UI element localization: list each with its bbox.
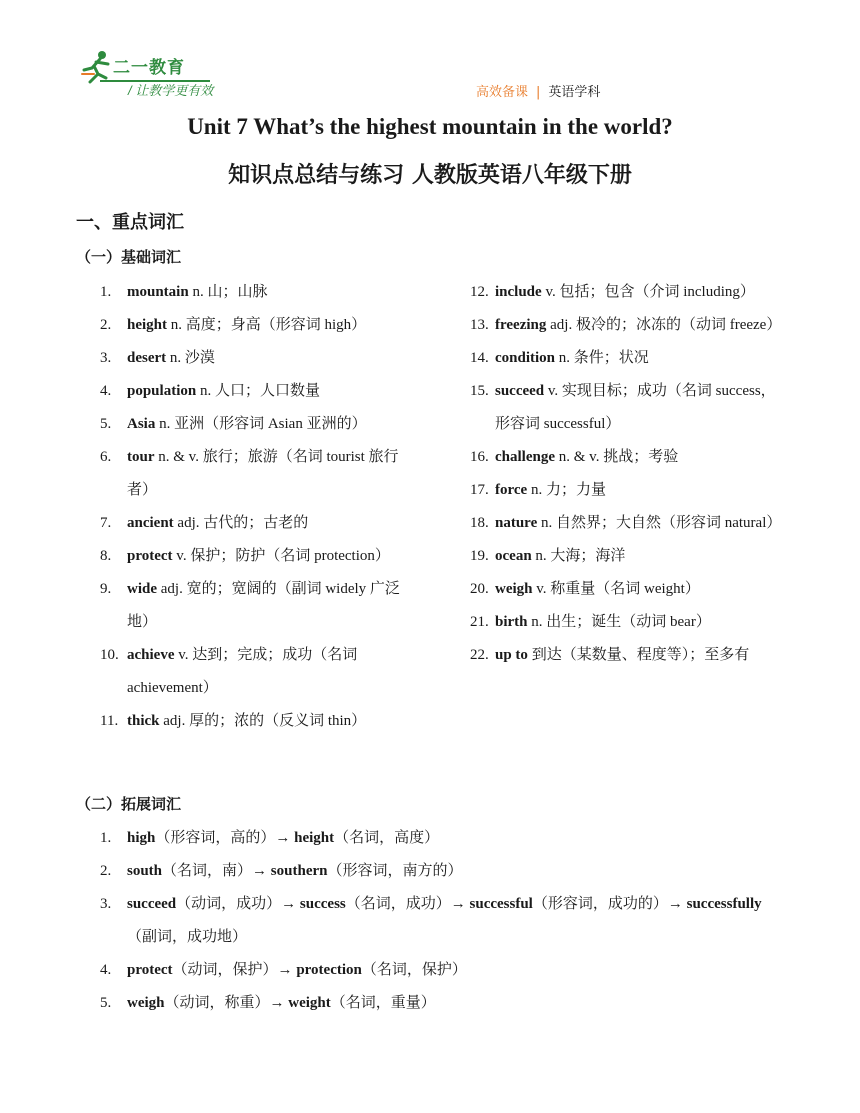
item-number: 3. bbox=[100, 896, 112, 912]
vocab-item bbox=[470, 342, 790, 375]
word-note: （动词，成功）→ bbox=[176, 896, 300, 912]
vocab-item bbox=[100, 408, 420, 441]
item-number: 7. bbox=[100, 515, 112, 531]
item-number: 5. bbox=[100, 995, 112, 1011]
vocab-word: south bbox=[127, 863, 163, 879]
vocab-definition: n. 亚洲（形容词 Asian 亚洲的） bbox=[155, 416, 367, 432]
vocab-definition: adj. 古代的；古老的 bbox=[173, 515, 309, 531]
vocab-word: weigh bbox=[495, 581, 533, 597]
vocab-word: nature bbox=[495, 515, 538, 531]
word-note: （名词，南）→ bbox=[162, 863, 271, 879]
vocab-word: succeed bbox=[495, 383, 545, 399]
vocab-item bbox=[100, 540, 420, 573]
vocab-definition: n. 沙漠 bbox=[166, 350, 215, 366]
vocab-item bbox=[100, 507, 420, 540]
vocab-item bbox=[470, 507, 790, 540]
vocab-word: high bbox=[127, 830, 156, 846]
word-note: （副词，成功地） bbox=[127, 929, 248, 945]
vocab-word: protect bbox=[127, 962, 173, 978]
extended-vocab-item bbox=[100, 855, 780, 888]
vocab-word: weight bbox=[288, 995, 331, 1011]
vocab-definition: n. 人口；人口数量 bbox=[196, 383, 320, 399]
vocab-definition: v. 称重量（名词 weight） bbox=[532, 581, 700, 597]
vocab-definition: adj. 厚的；浓的（反义词 thin） bbox=[159, 713, 367, 729]
vocab-definition: 到达（某数量、程度等）；至多有 bbox=[527, 647, 750, 663]
vocab-word: force bbox=[495, 482, 528, 498]
vocab-word: wide bbox=[127, 581, 157, 597]
vocab-item bbox=[100, 639, 420, 705]
vocab-word: ocean bbox=[495, 548, 532, 564]
vocab-word: desert bbox=[127, 350, 167, 366]
vocab-definition: v. 保护；防护（名词 protection） bbox=[172, 548, 390, 564]
vocab-word: population bbox=[127, 383, 197, 399]
vocab-definition: n. & v. 旅行；旅游（名词 tourist 旅行者） bbox=[127, 449, 399, 498]
vocab-definition: v. 实现目标；成功（名词 success，形容词 successful） bbox=[495, 383, 776, 432]
vocab-word: successfully bbox=[686, 896, 762, 912]
vocab-item bbox=[470, 474, 790, 507]
word-note: （动词，保护）→ bbox=[172, 962, 297, 978]
page-title-chinese: 知识点总结与练习 人教版英语八年级下册 bbox=[228, 163, 632, 188]
header-separator: | bbox=[536, 85, 541, 100]
item-number: 2. bbox=[100, 863, 112, 879]
vocab-item bbox=[470, 573, 790, 606]
vocab-item bbox=[470, 276, 790, 309]
header-tagline bbox=[476, 81, 600, 100]
extended-vocab-item bbox=[100, 987, 780, 1020]
item-number: 10. bbox=[100, 647, 119, 663]
item-number: 4. bbox=[100, 383, 112, 399]
vocab-definition: n. 自然界；大自然（形容词 natural） bbox=[537, 515, 782, 531]
vocab-item bbox=[100, 342, 420, 375]
logo-text: 二一教育 bbox=[113, 58, 185, 77]
item-number: 1. bbox=[100, 284, 112, 300]
vocab-word: ancient bbox=[127, 515, 174, 531]
vocab-item bbox=[100, 276, 420, 309]
vocab-word: achieve bbox=[127, 647, 175, 663]
item-number: 19. bbox=[470, 548, 489, 564]
vocab-definition: n. 山；山脉 bbox=[188, 284, 268, 300]
vocab-definition: adj. 极冷的；冰冻的（动词 freeze） bbox=[546, 317, 782, 333]
item-number: 12. bbox=[470, 284, 489, 300]
item-number: 9. bbox=[100, 581, 112, 597]
vocab-word: tour bbox=[127, 449, 155, 465]
vocab-definition: n. 出生；诞生（动词 bear） bbox=[527, 614, 711, 630]
vocab-word: thick bbox=[127, 713, 160, 729]
item-number: 15. bbox=[470, 383, 489, 399]
item-number: 8. bbox=[100, 548, 112, 564]
item-number: 3. bbox=[100, 350, 112, 366]
word-note: （动词，称重）→ bbox=[164, 995, 289, 1011]
item-number: 14. bbox=[470, 350, 489, 366]
item-number: 21. bbox=[470, 614, 489, 630]
vocab-definition: adj. 宽的；宽阔的（副词 widely 广泛地） bbox=[127, 581, 400, 630]
item-number: 4. bbox=[100, 962, 112, 978]
slogan: / 让教学更有效 bbox=[128, 83, 214, 98]
vocab-definition: n. 大海；海洋 bbox=[531, 548, 626, 564]
header-subject: 英语学科 bbox=[548, 85, 601, 100]
vocab-word: southern bbox=[270, 863, 328, 879]
vocab-item bbox=[100, 441, 420, 507]
vocab-item bbox=[470, 309, 790, 342]
vocab-word: height bbox=[127, 317, 168, 333]
item-number: 11. bbox=[100, 713, 119, 729]
vocab-item bbox=[100, 375, 420, 408]
extended-vocab-item bbox=[100, 954, 780, 987]
vocab-definition: n. 条件；状况 bbox=[555, 350, 649, 366]
word-note: （名词，保护） bbox=[361, 962, 467, 978]
vocab-word: success bbox=[299, 896, 346, 912]
word-note: （名词，成功）→ bbox=[345, 896, 470, 912]
item-number: 13. bbox=[470, 317, 489, 333]
vocab-word: freezing bbox=[495, 317, 547, 333]
vocab-word: include bbox=[495, 284, 542, 300]
vocab-word: challenge bbox=[495, 449, 555, 465]
item-number: 16. bbox=[470, 449, 489, 465]
section-heading: 一、重点词汇 bbox=[76, 212, 184, 233]
item-number: 6. bbox=[100, 449, 112, 465]
vocab-definition: v. 包括；包含（介词 including） bbox=[541, 284, 755, 300]
extended-vocab-heading: （二）拓展词汇 bbox=[76, 795, 182, 813]
vocab-word: Asia bbox=[127, 416, 156, 432]
page-title-english: Unit 7 What’s the highest mountain in the world? bbox=[187, 114, 673, 139]
word-note: （形容词，高的）→ bbox=[155, 830, 295, 846]
vocab-word: succeed bbox=[127, 896, 177, 912]
item-number: 5. bbox=[100, 416, 112, 432]
vocab-item bbox=[470, 540, 790, 573]
basic-vocab-right-column bbox=[470, 276, 790, 672]
extended-vocab-item bbox=[100, 888, 780, 954]
vocab-definition: v. 达到；完成；成功（名词 achievement） bbox=[127, 647, 358, 696]
vocab-word: protect bbox=[127, 548, 173, 564]
item-number: 22. bbox=[470, 647, 489, 663]
vocab-word: successful bbox=[469, 896, 533, 912]
vocab-word: up to bbox=[495, 647, 528, 663]
item-number: 17. bbox=[470, 482, 489, 498]
word-note: （名词，重量） bbox=[330, 995, 436, 1011]
extended-vocab-list bbox=[100, 822, 780, 1020]
item-number: 1. bbox=[100, 830, 112, 846]
vocab-item bbox=[470, 375, 790, 441]
word-note: （名词，高度） bbox=[334, 830, 440, 846]
extended-vocab-item bbox=[100, 822, 780, 855]
header-accent: 高效备课 bbox=[476, 85, 529, 100]
vocab-word: birth bbox=[495, 614, 528, 630]
item-number: 20. bbox=[470, 581, 489, 597]
item-number: 2. bbox=[100, 317, 112, 333]
vocab-item bbox=[100, 705, 420, 738]
vocab-definition: n. 力；力量 bbox=[527, 482, 606, 498]
vocab-item bbox=[470, 441, 790, 474]
word-note: （形容词，南方的） bbox=[327, 863, 463, 879]
vocab-word: height bbox=[294, 830, 335, 846]
vocab-word: condition bbox=[495, 350, 556, 366]
page-header bbox=[0, 0, 860, 110]
basic-vocab-left-column bbox=[100, 276, 420, 738]
vocab-item bbox=[470, 639, 790, 672]
item-number: 18. bbox=[470, 515, 489, 531]
word-note: （形容词，成功的）→ bbox=[532, 896, 687, 912]
vocab-item bbox=[100, 573, 420, 639]
vocab-item bbox=[470, 606, 790, 639]
basic-vocab-heading: （一）基础词汇 bbox=[76, 248, 182, 266]
vocab-word: protection bbox=[296, 962, 362, 978]
vocab-item bbox=[100, 309, 420, 342]
vocab-definition: n. 高度；身高（形容词 high） bbox=[167, 317, 367, 333]
vocab-definition: n. & v. 挑战；考验 bbox=[555, 449, 679, 465]
vocab-word: weigh bbox=[127, 995, 165, 1011]
vocab-word: mountain bbox=[127, 284, 189, 300]
